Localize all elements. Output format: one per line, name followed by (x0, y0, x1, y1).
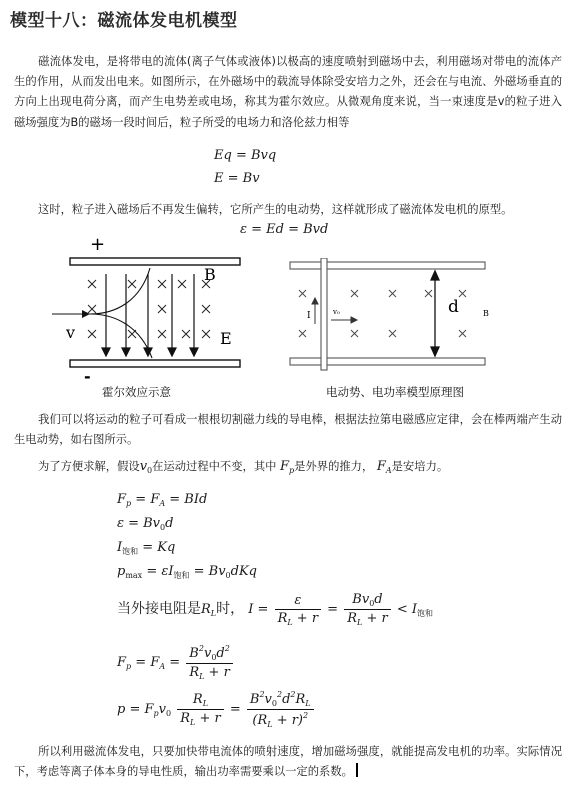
label-v0: v₀ (333, 308, 340, 316)
negative-plate-label: - (84, 367, 91, 382)
conclusion-text: 所以利用磁流体发电，只要加快带电流体的喷射速度，增加磁场强度，就能提高发电机的功率。实际情况下，考虑等离子体本身的导电性质，输出功率需要乘以一定的系数。 (14, 745, 562, 779)
intro-text: 磁流体发电，是将带电的流体(离子气体或液体)以极高的速度喷射到磁场中去，利用磁场对带电的流体产生的作用，从而发出电来。如图所示，在外磁场中的载流导体除受安培力之外，还会在与电流、外磁场垂直的方向上出现电荷分离，而产生电势差或电场，称其为霍尔效应。从微观角度来说，当一束速度是v的粒子进入磁场强度为B的磁场一段时间后，粒子所受的电场力和洛伦兹力相等 (14, 55, 562, 129)
label-b2: B (483, 309, 489, 318)
symbol-v0: $v_0$ (139, 459, 153, 475)
top-plate (70, 258, 240, 265)
conclusion-paragraph (14, 742, 562, 782)
emf-model-caption: 电动势、电功率模型原理图 (326, 385, 464, 399)
equation-emf: ε = Ed = Bvd (240, 222, 329, 237)
hall-effect-diagram (40, 232, 260, 382)
equation-emf-v0: $\varepsilon = Bv_0d$ (117, 516, 174, 532)
rod-text: 我们可以将运动的粒子可看成一根根切割磁力线的导电棒，根据法拉第电磁感应定律，会在棒两端产生动生电动势，如右图所示。 (14, 413, 562, 447)
label-d: d (448, 297, 459, 317)
label-b: B (204, 265, 216, 284)
equation-load-current: 当外接电阻是$R_L$时， I = $\frac{\varepsilon}{R_L + r}$ = $\frac{Bv_0d}{R_L + r}$ < $I_{饱和}$ (117, 592, 434, 627)
label-current: I (307, 311, 311, 321)
distance-arrow (431, 271, 439, 356)
upper-rail (290, 262, 485, 269)
intro-paragraph (14, 52, 562, 133)
rod-paragraph (14, 410, 562, 450)
symbol-fp: $F_p$ (280, 459, 295, 475)
positive-plate-label: + (90, 234, 106, 255)
label-v: v (66, 323, 76, 342)
equation-saturation-current: $I_{饱和} = Kq$ (117, 540, 176, 556)
prototype-paragraph (14, 200, 562, 220)
assumption-text-c: 是外界的推力， (294, 460, 374, 473)
velocity-arrowhead (82, 310, 90, 318)
prototype-text: 这时，粒子进入磁场后不再发生偏转，它所产生的电动势，这样就形成了磁流体发电机的原型。 (38, 203, 513, 216)
page-title: 模型十八：磁流体发电机模型 (10, 11, 238, 31)
assumption-text-d: 是安培力。 (391, 460, 449, 473)
equation-power-load: $p = F_pv_0$ $\frac{R_L}{R_L + r}$ = $\frac{B^2v_0^2d^2R_L}{(R_L + r)^2}$ (117, 690, 316, 729)
conducting-rod (321, 258, 327, 370)
lower-rail (290, 358, 485, 365)
equation-max-power: $p_{max} = \varepsilon I_{饱和} = Bv_0dKq$ (117, 564, 257, 580)
assumption-paragraph (14, 457, 562, 481)
velocity-arrow (331, 317, 357, 323)
emf-model-diagram (285, 258, 495, 376)
equation-force-load: $F_p = F_A$ = $\frac{B^2v_0d^2}{R_L + r}$ (117, 644, 235, 681)
assumption-text-a: 为了方便求解，假设 (38, 460, 140, 473)
text-cursor (356, 763, 358, 777)
bottom-plate (70, 360, 240, 367)
symbol-fa: $F_A$ (376, 459, 392, 475)
hall-effect-caption: 霍尔效应示意 (102, 385, 171, 399)
equation-force-balance: Eq = Bvq (214, 148, 277, 163)
particle-trajectories (52, 268, 152, 358)
equation-field: E = Bv (214, 171, 260, 186)
current-arrow (312, 298, 318, 324)
assumption-text-b: 在运动过程中不变，其中 (152, 460, 277, 473)
label-e: E (220, 329, 232, 348)
equation-force: $F_p = F_A$ = BId (117, 492, 208, 508)
